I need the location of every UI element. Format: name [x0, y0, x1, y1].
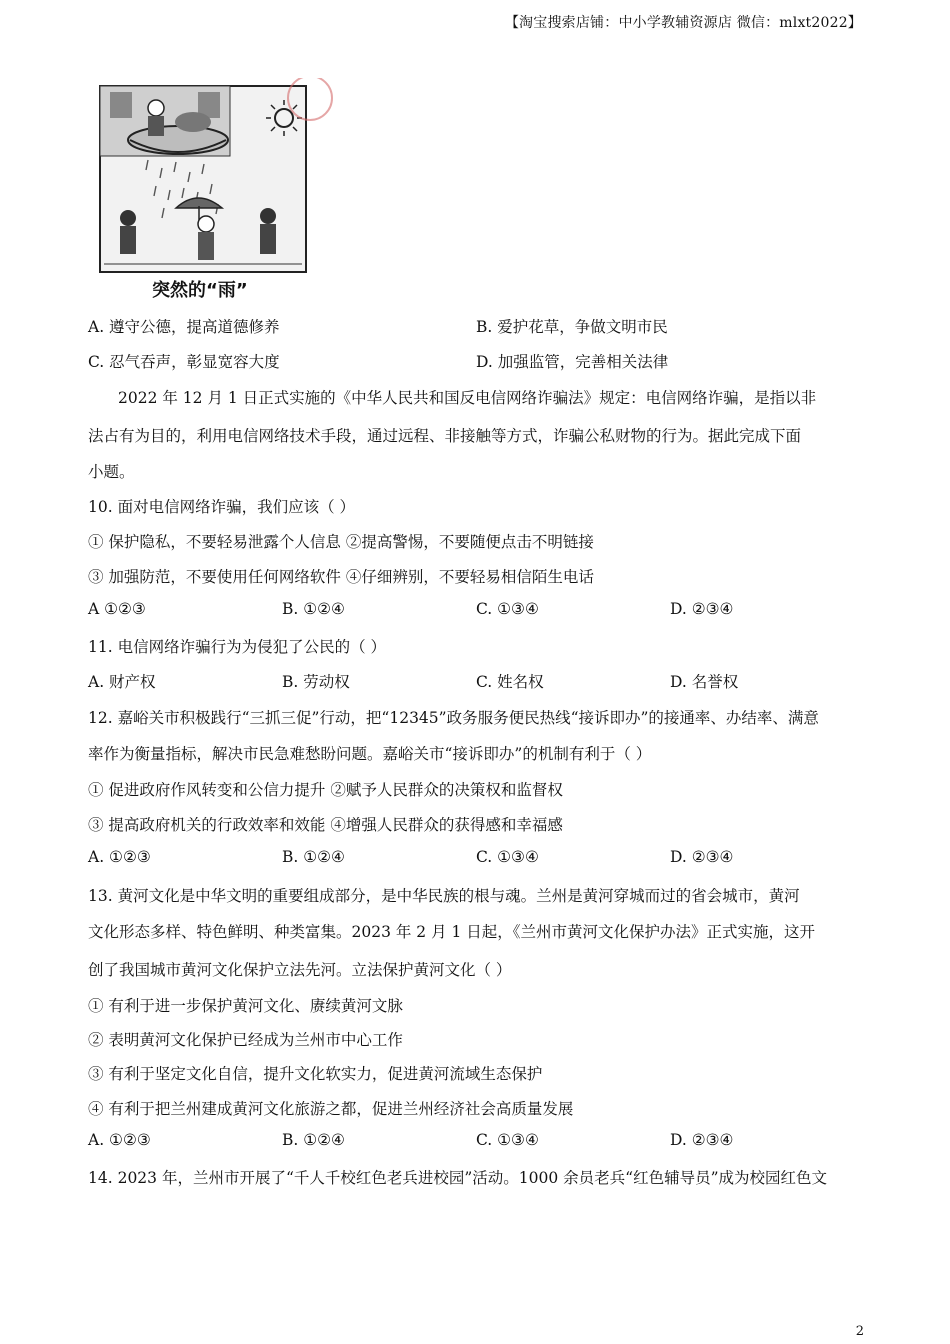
q11-option-c[interactable]: C. 姓名权	[476, 673, 544, 691]
q12-item-2: ③ 提高政府机关的行政效率和效能 ④增强人民群众的获得感和幸福感	[88, 816, 563, 834]
q12-option-c[interactable]: C. ①③④	[476, 848, 539, 866]
page-number: 2	[855, 1324, 864, 1339]
q13-item-3: ③ 有利于坚定文化自信，提升文化软实力，促进黄河流域生态保护	[88, 1065, 543, 1083]
q11-option-d[interactable]: D. 名誉权	[670, 673, 739, 691]
q13-option-d[interactable]: D. ②③④	[670, 1131, 734, 1149]
q10-option-b[interactable]: B. ①②④	[282, 600, 345, 618]
q12-item-1: ① 促进政府作风转变和公信力提升 ②赋予人民群众的决策权和监督权	[88, 781, 563, 799]
q10-item-1: ① 保护隐私，不要轻易泄露个人信息 ②提高警惕，不要随便点击不明链接	[88, 533, 594, 551]
q13-option-a[interactable]: A. ①②③	[88, 1131, 151, 1149]
page-header: 【淘宝搜索店铺：中小学教辅资源店 微信：mlxt2022】	[504, 15, 862, 31]
q11-option-b[interactable]: B. 劳动权	[282, 673, 350, 691]
q12-option-b[interactable]: B. ①②④	[282, 848, 345, 866]
q13-stem-2: 文化形态多样、特色鲜明、种类富集。2023 年 2 月 1 日起，《兰州市黄河文化保护办法》正式实施，这开	[88, 923, 816, 941]
q10-option-d[interactable]: D. ②③④	[670, 600, 734, 618]
material-line-2: 法占有为目的，利用电信网络技术手段，通过远程、非接触等方式，诈骗公私财物的行为。据此完成下面	[88, 427, 802, 445]
q12-stem-1: 12. 嘉峪关市积极践行“三抓三促”行动，把“12345”政务服务便民热线“接诉即办”的接通率、办结率、满意	[88, 709, 819, 727]
q9-option-b[interactable]: B. 爱护花草，争做文明市民	[476, 318, 668, 336]
q13-item-4: ④ 有利于把兰州建成黄河文化旅游之都，促进兰州经济社会高质量发展	[88, 1100, 574, 1118]
q12-option-d[interactable]: D. ②③④	[670, 848, 734, 866]
q9-option-a[interactable]: A. 遵守公德，提高道德修养	[88, 318, 280, 336]
q9-option-d[interactable]: D. 加强监管，完善相关法律	[476, 353, 669, 371]
material-line-3: 小题。	[88, 463, 135, 481]
q9-option-c[interactable]: C. 忍气吞声，彰显宽容大度	[88, 353, 280, 371]
q13-item-1: ① 有利于进一步保护黄河文化、赓续黄河文脉	[88, 997, 403, 1015]
q10-item-2: ③ 加强防范，不要使用任何网络软件 ④仔细辨别，不要轻易相信陌生电话	[88, 568, 594, 586]
q13-item-2: ② 表明黄河文化保护已经成为兰州市中心工作	[88, 1031, 403, 1049]
q13-option-b[interactable]: B. ①②④	[282, 1131, 345, 1149]
q11-stem: 11. 电信网络诈骗行为为侵犯了公民的（ ）	[88, 638, 387, 656]
q10-stem: 10. 面对电信网络诈骗，我们应该（ ）	[88, 498, 356, 516]
q11-option-a[interactable]: A. 财产权	[88, 673, 156, 691]
q10-option-a[interactable]: A ①②③	[88, 600, 146, 618]
material-line-1: 2022 年 12 月 1 日正式实施的《中华人民共和国反电信网络诈骗法》规定：电信网络诈骗，是指以非	[118, 389, 817, 407]
q10-option-c[interactable]: C. ①③④	[476, 600, 539, 618]
q12-option-a[interactable]: A. ①②③	[88, 848, 151, 866]
cartoon-illustration-icon	[98, 78, 344, 300]
cartoon-caption: 突然的“雨”	[152, 280, 248, 301]
q12-stem-2: 率作为衡量指标，解决市民急难愁盼问题。嘉峪关市“接诉即办”的机制有利于（ ）	[88, 745, 652, 763]
q14-stem: 14. 2023 年，兰州市开展了“千人千校红色老兵进校园”活动。1000 余员老兵“红色辅导员”成为校园红色文	[88, 1169, 828, 1187]
q13-option-c[interactable]: C. ①③④	[476, 1131, 539, 1149]
q13-stem-3: 创了我国城市黄河文化保护立法先河。立法保护黄河文化（ ）	[88, 961, 512, 979]
q13-stem-1: 13. 黄河文化是中华文明的重要组成部分，是中华民族的根与魂。兰州是黄河穿城而过的省会城市，黄河	[88, 887, 800, 905]
